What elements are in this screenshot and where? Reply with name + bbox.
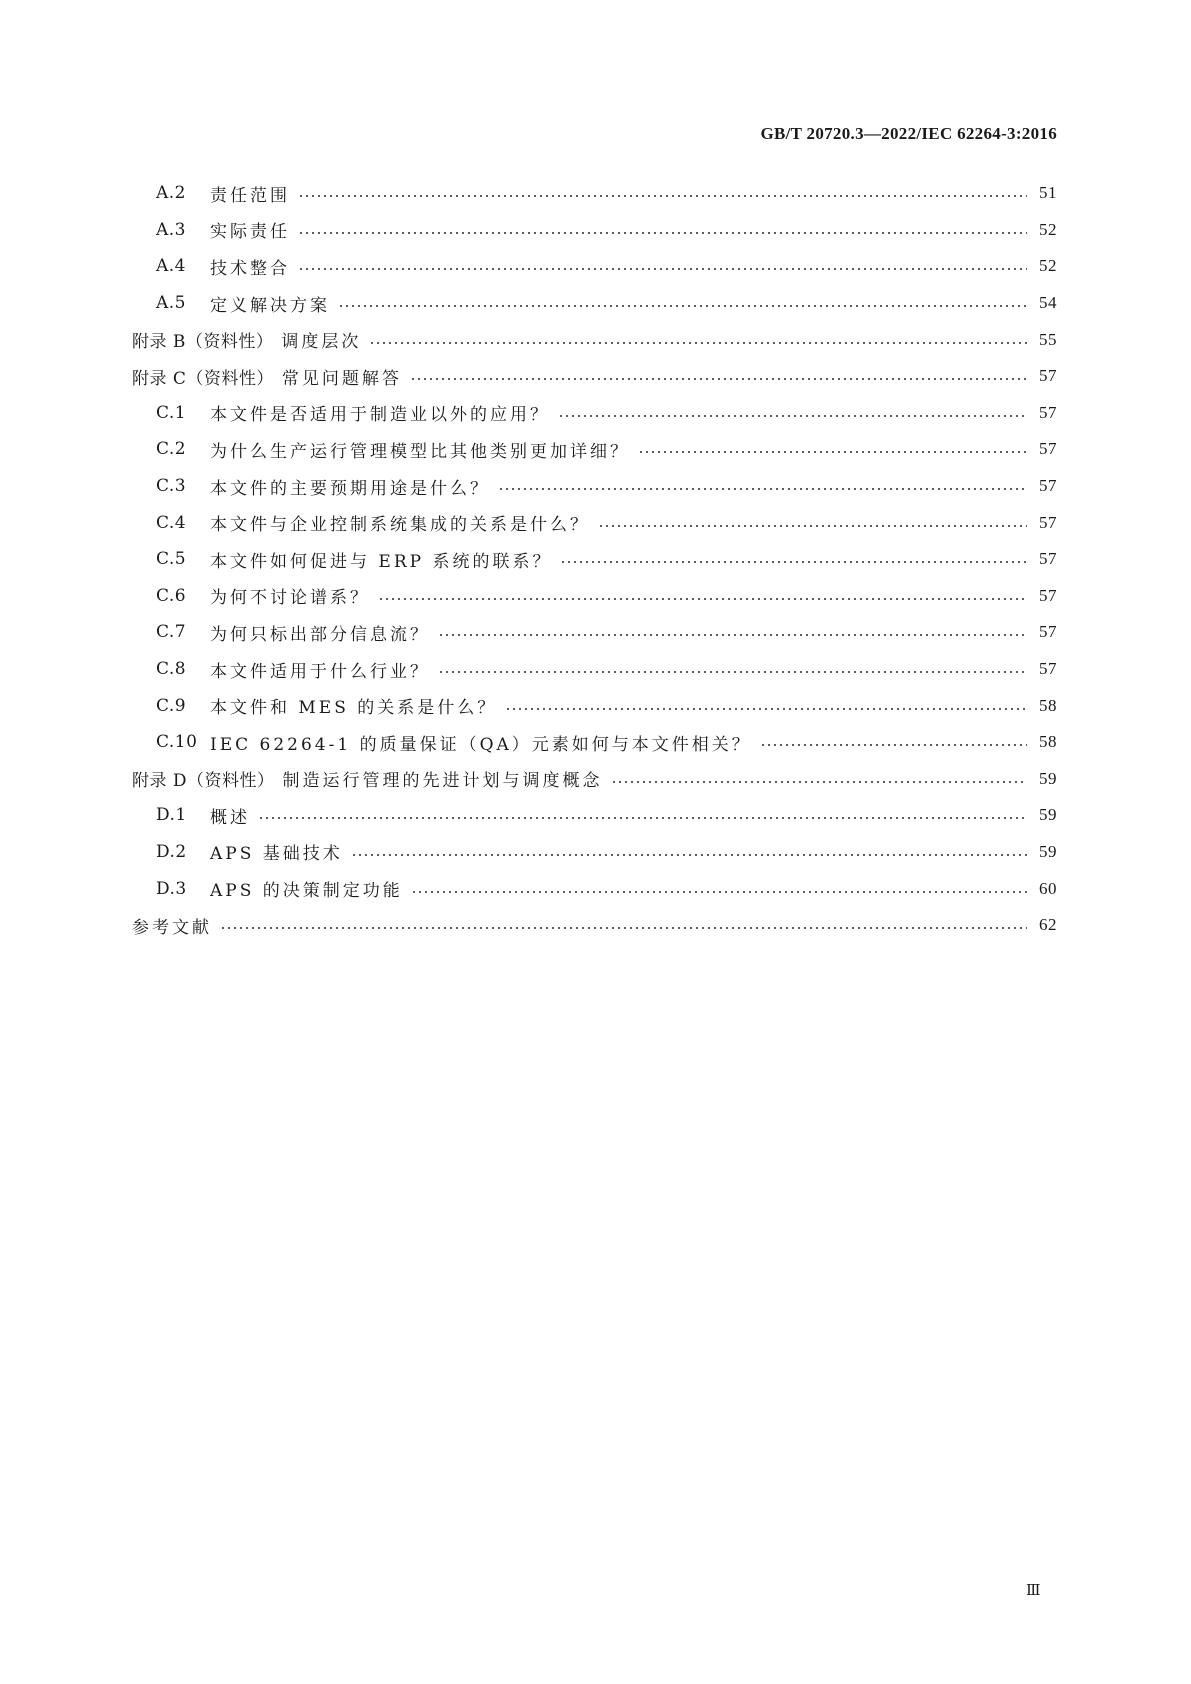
- toc-entry-number: D.1: [156, 805, 187, 826]
- dot-leader: [411, 891, 1027, 893]
- toc-entry-number: 附录 C（资料性）: [132, 368, 274, 389]
- toc-entry-title: 为什么生产运行管理模型比其他类别更加详细？: [210, 441, 630, 462]
- toc-entry-title: 本文件如何促进与 ERP 系统的联系？: [210, 551, 553, 572]
- toc-entry-number: C.10: [156, 732, 198, 753]
- dot-leader: [611, 781, 1027, 783]
- toc-entry-number: C.2: [156, 439, 187, 460]
- toc-entry-title: 调度层次: [281, 332, 362, 353]
- toc-entry-title: APS 基础技术: [210, 844, 343, 865]
- toc-entry-number: D.2: [156, 841, 187, 862]
- dot-leader: [638, 451, 1027, 453]
- toc-entry-page: 57: [1039, 585, 1057, 605]
- toc-entry[interactable]: [132, 248, 1057, 285]
- toc-entry[interactable]: [132, 212, 1057, 249]
- toc-entry[interactable]: [132, 687, 1057, 724]
- toc-entry-title: 本文件和 MES 的关系是什么？: [210, 698, 498, 719]
- toc-entry-page: 52: [1039, 219, 1057, 239]
- dot-leader: [558, 415, 1027, 417]
- toc-entry-number: D.3: [156, 878, 187, 899]
- toc-entry[interactable]: [132, 761, 1057, 798]
- toc-entry-number: C.8: [156, 659, 187, 680]
- toc-entry-page: 51: [1039, 183, 1057, 203]
- toc-entry-title: 定义解决方案: [210, 295, 330, 316]
- toc-entry-number: C.1: [156, 402, 187, 423]
- table-of-contents: [132, 175, 1057, 943]
- toc-entry-title: 为何只标出部分信息流？: [210, 624, 430, 645]
- dot-leader: [410, 378, 1027, 380]
- toc-entry-number: C.7: [156, 622, 187, 643]
- dot-leader: [378, 598, 1027, 600]
- toc-entry-title: 为何不讨论谱系？: [210, 588, 370, 609]
- toc-entry-page: 59: [1039, 841, 1057, 861]
- toc-entry[interactable]: [132, 468, 1057, 505]
- toc-entry-number: C.4: [156, 512, 187, 533]
- dot-leader: [258, 817, 1027, 819]
- toc-entry-page: 57: [1039, 622, 1057, 642]
- toc-entry[interactable]: [132, 834, 1057, 871]
- toc-entry-number: A.5: [156, 293, 186, 314]
- toc-entry-title: 制造运行管理的先进计划与调度概念: [282, 771, 603, 792]
- toc-entry-title: 本文件适用于什么行业？: [210, 661, 430, 682]
- page-number-footer: Ⅲ: [1026, 1583, 1041, 1599]
- dot-leader: [438, 671, 1027, 673]
- toc-entry-page: 62: [1039, 915, 1057, 935]
- toc-entry-page: 57: [1039, 402, 1057, 422]
- toc-entry-number: A.3: [156, 219, 186, 240]
- toc-entry-page: 59: [1039, 768, 1057, 788]
- toc-entry[interactable]: [132, 870, 1057, 907]
- toc-entry[interactable]: [132, 578, 1057, 615]
- toc-entry-title: APS 的决策制定功能: [210, 881, 403, 902]
- toc-entry-page: 57: [1039, 476, 1057, 496]
- toc-entry[interactable]: [132, 907, 1057, 944]
- toc-entry[interactable]: [132, 285, 1057, 322]
- toc-entry-page: 55: [1039, 329, 1057, 349]
- toc-entry[interactable]: [132, 321, 1057, 358]
- dot-leader: [598, 525, 1027, 527]
- toc-entry-title: 本文件是否适用于制造业以外的应用？: [210, 405, 550, 426]
- dot-leader: [438, 634, 1027, 636]
- toc-entry-title: 参考文献: [132, 917, 212, 938]
- dot-leader: [505, 708, 1027, 710]
- toc-entry-page: 57: [1039, 659, 1057, 679]
- toc-entry-page: 57: [1039, 549, 1057, 569]
- toc-entry-number: C.3: [156, 476, 187, 497]
- dot-leader: [298, 232, 1027, 234]
- toc-entry-number: 附录 D（资料性）: [132, 771, 275, 792]
- toc-entry-title: 技术整合: [210, 258, 290, 279]
- toc-entry-number: C.9: [156, 695, 187, 716]
- toc-entry-title: 责任范围: [210, 185, 290, 206]
- standard-code-header: GB/T 20720.3—2022/IEC 62264-3:2016: [760, 124, 1057, 143]
- toc-entry-title: 本文件的主要预期用途是什么？: [210, 478, 490, 499]
- dot-leader: [498, 488, 1027, 490]
- toc-entry-page: 57: [1039, 512, 1057, 532]
- toc-entry-page: 58: [1039, 695, 1057, 715]
- toc-entry[interactable]: [132, 358, 1057, 395]
- dot-leader: [760, 744, 1027, 746]
- toc-entry[interactable]: [132, 541, 1057, 578]
- toc-entry[interactable]: [132, 431, 1057, 468]
- toc-entry-page: 57: [1039, 366, 1057, 386]
- toc-entry[interactable]: [132, 175, 1057, 212]
- toc-entry-number: 附录 B（资料性）: [132, 332, 274, 353]
- toc-entry-page: 57: [1039, 439, 1057, 459]
- toc-entry-number: A.4: [156, 256, 186, 277]
- dot-leader: [298, 195, 1027, 197]
- toc-entry-title: IEC 62264-1 的质量保证（QA）元素如何与本文件相关？: [210, 734, 752, 755]
- toc-entry-page: 59: [1039, 805, 1057, 825]
- toc-entry-number: C.6: [156, 585, 187, 606]
- dot-leader: [560, 561, 1027, 563]
- toc-entry-page: 60: [1039, 878, 1057, 898]
- toc-entry-page: 54: [1039, 293, 1057, 313]
- toc-entry[interactable]: [132, 504, 1057, 541]
- toc-entry[interactable]: [132, 724, 1057, 761]
- toc-entry-number: C.5: [156, 549, 187, 570]
- dot-leader: [220, 927, 1027, 929]
- dot-leader: [338, 305, 1027, 307]
- toc-entry-number: A.2: [156, 183, 186, 204]
- toc-entry-page: 52: [1039, 256, 1057, 276]
- toc-entry-title: 常见问题解答: [281, 368, 402, 389]
- dot-leader: [298, 268, 1027, 270]
- toc-entry[interactable]: [132, 651, 1057, 688]
- toc-entry-title: 概述: [210, 807, 250, 828]
- toc-entry-title: 实际责任: [210, 222, 290, 243]
- dot-leader: [369, 342, 1027, 344]
- toc-entry[interactable]: [132, 614, 1057, 651]
- toc-entry-page: 58: [1039, 732, 1057, 752]
- toc-entry[interactable]: [132, 395, 1057, 432]
- dot-leader: [351, 854, 1027, 856]
- toc-entry[interactable]: [132, 797, 1057, 834]
- toc-entry-title: 本文件与企业控制系统集成的关系是什么？: [210, 515, 590, 536]
